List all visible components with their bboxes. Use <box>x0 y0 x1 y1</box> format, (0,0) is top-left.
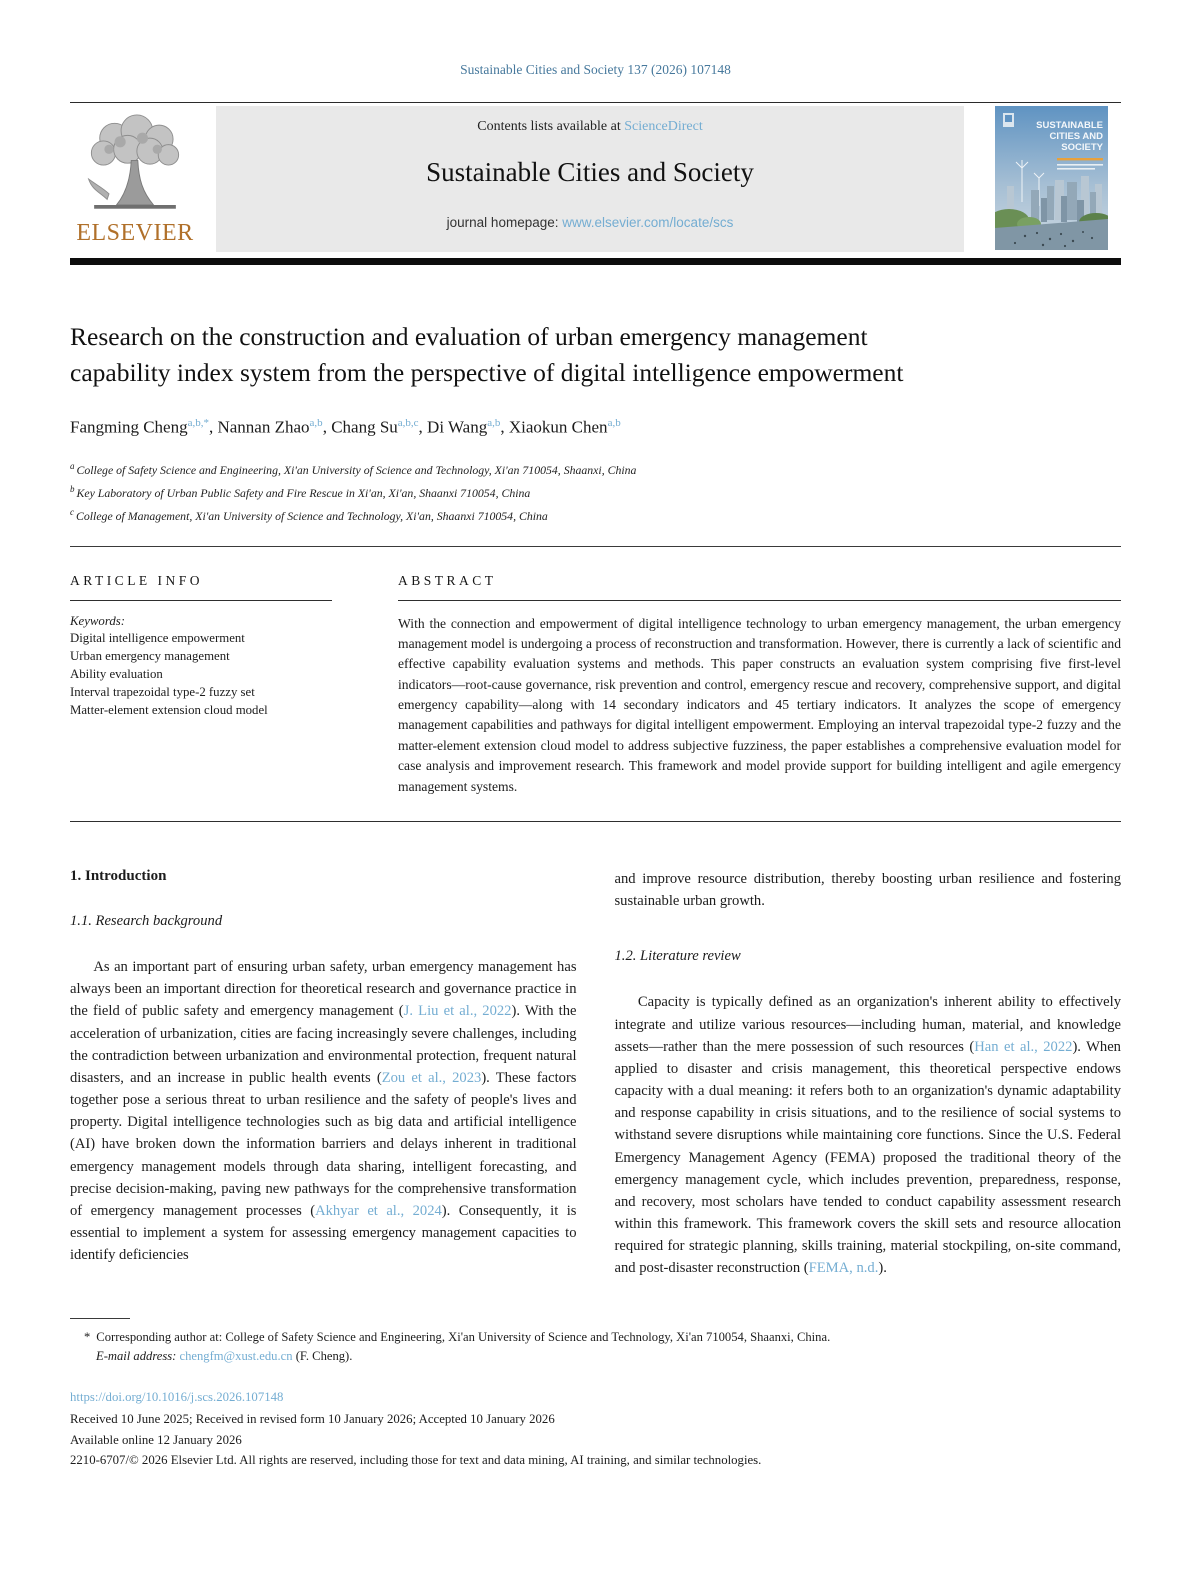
keyword-item: Urban emergency management <box>70 648 230 663</box>
email-line <box>70 1347 1121 1367</box>
paragraph-text: ). Consequently, it is essential to implement a system for assessing emergency management capacities to identify deficiencies <box>70 1202 577 1264</box>
author-affil-sup: a,b <box>309 417 323 430</box>
affiliation-item <box>70 504 1121 527</box>
footnote-section <box>70 1318 1121 1367</box>
affiliation-sup: a <box>70 461 75 472</box>
email-label: E-mail address: <box>96 1349 177 1364</box>
available-online-line: Available online 12 January 2026 <box>70 1432 242 1447</box>
citation-link[interactable]: Akhyar et al., 2024 <box>315 1202 442 1219</box>
abstract-text: With the connection and empowerment of digital intelligence technology to urban emergency management, the urban emergency management model is undergoing a process of reconstruction and transformation. However, there is currently a lack of scientific and effective capability evaluation systems and methods. This paper constructs an evaluation system comprising five first-level indicators—root-cause governance, risk prevention and control, emergency rescue and recovery, comprehensive support, and digital emergency capability—along with 14 secondary indicators and 45 tertiary indicators. It analyzes the scope of emergency management capabilities and pathways for digital intelligent empowerment. Employing an interval trapezoidal type-2 fuzzy and the matter-element extension cloud model to address subjective fuzziness, the paper establishes a comprehensive evaluation model for case analysis and improvement research. This framework and model provide support for building intelligent and agile emergency management systems. <box>398 615 1121 794</box>
author-affil-sup: a,b <box>487 417 501 430</box>
masthead-top-rule <box>70 102 1121 103</box>
affiliation-item <box>70 481 1121 504</box>
paragraph-text: Capacity is typically defined as an organization's inherent ability to effectively integrate and utilize various resources—including human, material, and knowledge assets—rather than the mere possession of such resources ( <box>614 994 1121 1055</box>
abstract-bottom-rule <box>70 821 1121 822</box>
author-separator: , <box>500 418 509 438</box>
citation-link[interactable]: Han et al., 2022 <box>974 1038 1073 1055</box>
article-title: Research on the construction and evaluation of urban emergency management capability index system from the perspective of digital intelligence empowerment <box>70 322 904 388</box>
author-separator: , <box>322 418 332 438</box>
email-suffix: (F. Cheng). <box>295 1349 353 1364</box>
affiliation-sup: c <box>70 507 74 518</box>
journal-masthead <box>70 106 1121 252</box>
elsevier-wordmark: ELSEVIER <box>76 220 194 246</box>
author-affil-sup: a,b,c <box>397 417 419 430</box>
corresponding-author-note <box>70 1328 1121 1348</box>
body-left-column <box>70 868 577 1280</box>
journal-title: Sustainable Cities and Society <box>426 157 754 187</box>
keyword-item: Matter-element extension cloud model <box>70 703 268 718</box>
abstract-rule <box>398 600 1121 601</box>
subsection-heading-literature-review: 1.2. Literature review <box>614 948 741 965</box>
paragraph-text: ). <box>878 1260 887 1277</box>
author-affil-sup: a,b <box>607 417 621 430</box>
journal-citation-line: Sustainable Cities and Society 137 (2026) 107148 <box>460 62 731 77</box>
subsection-heading-research-background: 1.1. Research background <box>70 913 223 930</box>
author-name[interactable]: Nannan Zhao <box>217 418 310 438</box>
journal-header-box <box>216 106 964 252</box>
author-separator: , <box>208 418 218 438</box>
author-list <box>70 417 1121 438</box>
author-separator: , <box>418 418 428 438</box>
paragraph-text: ). These factors together pose a serious threat to urban resilience and the safety of people's lives and property. Digital intelligence technologies such as big data and artificial intelligence (AI) have broken down the information barriers and delays inherent in traditional emergency management models through data sharing, intelligent forecasting, and precise decision-making, paving new pathways for the comprehensive transformation of emergency management processes ( <box>70 1069 577 1219</box>
affiliation-text: Key Laboratory of Urban Public Safety and Fire Rescue in Xi'an, Xi'an, Shaanxi 710054, China <box>76 486 531 501</box>
affiliation-sup: b <box>70 484 75 495</box>
author-name[interactable]: Di Wang <box>427 418 488 438</box>
paragraph-text: ). With the acceleration of urbanization, cities are facing increasingly severe challenges, including the contradiction between urbanization and environmental protection, frequent natural disasters, and an increase in public health events ( <box>70 1003 577 1086</box>
section-heading-introduction: 1. Introduction <box>70 868 167 885</box>
received-dates-line: Received 10 June 2025; Received in revised form 10 January 2026; Accepted 10 January 2026 <box>70 1412 555 1427</box>
abstract-heading: ABSTRACT <box>398 572 497 588</box>
body-right-column <box>615 868 1122 1280</box>
intro-paragraph <box>70 956 577 1266</box>
email-link[interactable]: chengfm@xust.edu.cn <box>179 1349 293 1364</box>
homepage-label: journal homepage: <box>446 215 559 230</box>
affiliation-text: College of Management, Xi'an University of Science and Technology, Xi'an, Shaanxi 710054, China <box>76 509 548 524</box>
masthead-bottom-bar <box>70 258 1121 265</box>
affiliation-list <box>70 458 1121 527</box>
cover-title-line3: SOCIETY <box>1061 142 1103 153</box>
affiliation-divider <box>70 546 1121 547</box>
keywords-label: Keywords: <box>70 613 125 628</box>
article-body <box>70 868 1121 1280</box>
article-info-heading: ARTICLE INFO <box>70 572 204 588</box>
elsevier-logo-block <box>70 106 200 252</box>
info-abstract-section <box>70 573 1121 798</box>
author-name[interactable]: Chang Su <box>331 418 398 438</box>
footnote-rule <box>70 1318 130 1319</box>
citation-link[interactable]: Zou et al., 2023 <box>381 1069 482 1086</box>
author-name[interactable]: Fangming Cheng <box>70 418 188 438</box>
paragraph-text: ). When applied to disaster and crisis management, this theoretical perspective endows capacity with a dual meaning: it refers both to an organization's dynamic adaptability and response capability in crisis situations, and to the resilience of social systems to withstand severe disruptions while maintaining core functions. Since the U.S. Federal Emergency Management Agency (FEMA) proposed the traditional theory of the emergency management cycle, which includes prevention, preparedness, response, and recovery, most scholars have tended to conduct capability assessment research within this framework. This framework covers the skill sets and resource allocation required for strategic planning, skills training, material stockpiling, on-site command, and post-disaster reconstruction ( <box>614 1038 1121 1277</box>
journal-homepage-line <box>447 215 734 230</box>
continuation-paragraph: and improve resource distribution, thereby boosting urban resilience and fostering sustainable urban growth. <box>614 871 1121 910</box>
literature-review-paragraph <box>615 991 1122 1279</box>
footnote-marker: * <box>84 1329 91 1344</box>
cover-title-line2: CITIES AND <box>1049 131 1103 142</box>
keyword-item: Ability evaluation <box>70 666 163 681</box>
homepage-url-link[interactable]: www.elsevier.com/locate/scs <box>562 215 734 230</box>
copyright-line: 2210-6707/© 2026 Elsevier Ltd. All rights are reserved, including those for text and data mining, AI training, and similar technologies. <box>70 1453 762 1468</box>
contents-line-text: Contents lists available at <box>477 119 621 134</box>
elsevier-tree-icon <box>79 114 191 218</box>
keyword-item: Interval trapezoidal type-2 fuzzy set <box>70 685 255 699</box>
citation-link[interactable]: FEMA, n.d. <box>808 1260 879 1277</box>
article-footer <box>70 1387 1121 1471</box>
paragraph-text: As an important part of ensuring urban safety, urban emergency management has always been an important direction for theoretical research and governance practice in the field of public safety and emergency management ( <box>70 959 577 1020</box>
journal-cover-thumbnail <box>995 106 1108 250</box>
author-name[interactable]: Xiaokun Chen <box>508 418 608 438</box>
cover-title-line1: SUSTAINABLE <box>1036 120 1103 131</box>
article-info-rule <box>70 600 332 601</box>
abstract-column <box>398 573 1121 798</box>
contents-line <box>477 119 703 135</box>
footnote-text: Corresponding author at: College of Safety Science and Engineering, Xi'an University of Science and Technology, Xi'an 710054, Shaanxi, China. <box>96 1329 831 1344</box>
keyword-item: Digital intelligence empowerment <box>70 630 245 645</box>
doi-link[interactable]: https://doi.org/10.1016/j.scs.2026.107148 <box>70 1389 284 1404</box>
citation-link[interactable]: J. Liu et al., 2022 <box>403 1003 512 1020</box>
sciencedirect-link[interactable]: ScienceDirect <box>624 119 703 134</box>
affiliation-item <box>70 458 1121 481</box>
article-info-column <box>70 573 332 798</box>
affiliation-text: College of Safety Science and Engineering, Xi'an University of Science and Technology, Xi'an 710054, Shaanxi, China <box>76 462 637 477</box>
author-affil-sup: a,b,* <box>187 417 209 430</box>
